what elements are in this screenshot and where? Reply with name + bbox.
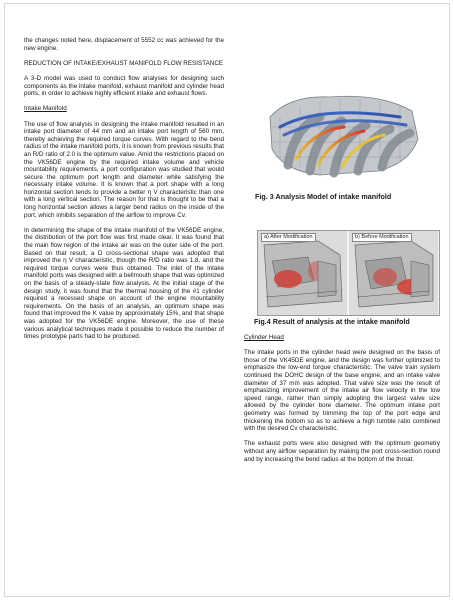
after-modification-panel — [258, 231, 347, 315]
shape-paragraph: In determining the shape of the intake manifold of the VK56DE engine, the distribution of the port flow was first made clear. It was found that the main flow region of the intake air was on the outer side of the port. Based on that result, a D cross-sectional shape was adopted that improved the η V characteristic, though the R/D ratio was 1.8, and the required torque curves were thus obtained. The inlet of the intake manifold ports was designed with a bellmouth shape that was optimized on the basis of a steady-state flow analysis. At the initial stage of the design study, it was found that the thermal housing of the #1 cylinder required a recessed shape on account of the engine mountability requirements. On the basis of an analysis, an optimum shape was found that improved the K value by approximately 15%, and that shape was adopted for the VK56DE engine. Moreover, the use of these various analytical techniques made it possible to reduce the number of times prototype parts had to be produced. — [24, 226, 224, 341]
before-modification-panel — [349, 231, 438, 315]
before-modification-label: b) Before Modification — [352, 233, 412, 242]
intro-paragraph: the changes noted here, displacement of 5552 cc was achieved for the new engine. — [24, 37, 224, 52]
cylinder-head-paragraph: The intake ports in the cylinder head were designed on the basis of those of the VK45DE engine, and the design was further optimized to emphasize the low-end torque characteristic. The valve train system continued the DOHC design of the base engine, and an intake valve diameter of 37 mm was adopted. That valve size was the result of emphasizing improvement of the intake air flow velocity in the low speed range, rather than simply adopting the largest valve size allowed by the cylinder bore diameter. The optimum intake port geometry was formed by trimming the top of the port edge and thickening the bottom so as to achieve a high tumble ratio combined with the desired Cv characteristic. — [244, 349, 440, 433]
figure-3-image — [260, 87, 426, 187]
exhaust-ports-paragraph: The exhaust ports were also designed with the optimum geometry without any airflow separation by making the port cross-section round and by increasing the bend radius at the bottom of the throat. — [244, 440, 440, 463]
before-modification-illustration — [349, 231, 438, 315]
after-modification-illustration — [258, 231, 347, 315]
figure-4-image — [257, 230, 440, 316]
section-heading: REDUCTION OF INTAKE/EXHAUST MANIFOLD FLOW RESISTANCE — [24, 59, 224, 67]
cylinder-head-subheading: Cylinder Head — [244, 334, 284, 341]
left-column — [24, 37, 224, 341]
right-column — [244, 334, 440, 463]
intake-manifold-model-illustration — [260, 87, 426, 187]
flow-analysis-paragraph: The use of flow analysis in designing the intake manifold resulted in an intake port diameter of 44 mm and an intake port length of 560 mm, thereby achieving the required torque curves. With regard to the bend radius of the intake manifold ports, it is known from previous results that an R/D ratio of 2.0 is the optimum value. Amid the restrictions placed on the VK56DE engine by the required intake volume and vehicle mountability requirements, a port configuration was studied that would secure the optimum port length and diameter while satisfying the necessary intake volume. It is known that a port shape with a long horizontal section tends to provide a better η V characteristic than one with a long vertical section. The reason for that is thought to be that a long horizontal section allows a larger bend radius on the inside of the port, which inhibits separation of the airflow to improve Cv. — [24, 120, 224, 219]
figure-3-caption: Fig. 3 Analysis Model of intake manifold — [255, 192, 392, 201]
after-modification-label: a) After Modification — [261, 233, 316, 242]
document-page — [4, 3, 450, 597]
model-paragraph: A 3-D model was used to conduct flow analyses for designing such components as the intake manifold, exhaust manifold and cylinder head ports, in order to achieve highly efficient intake and exhaust flows. — [24, 74, 224, 98]
figure-4-caption: Fig.4 Result of analysis at the intake manifold — [254, 317, 410, 326]
intake-manifold-subheading: Intake Manifold — [24, 105, 67, 113]
